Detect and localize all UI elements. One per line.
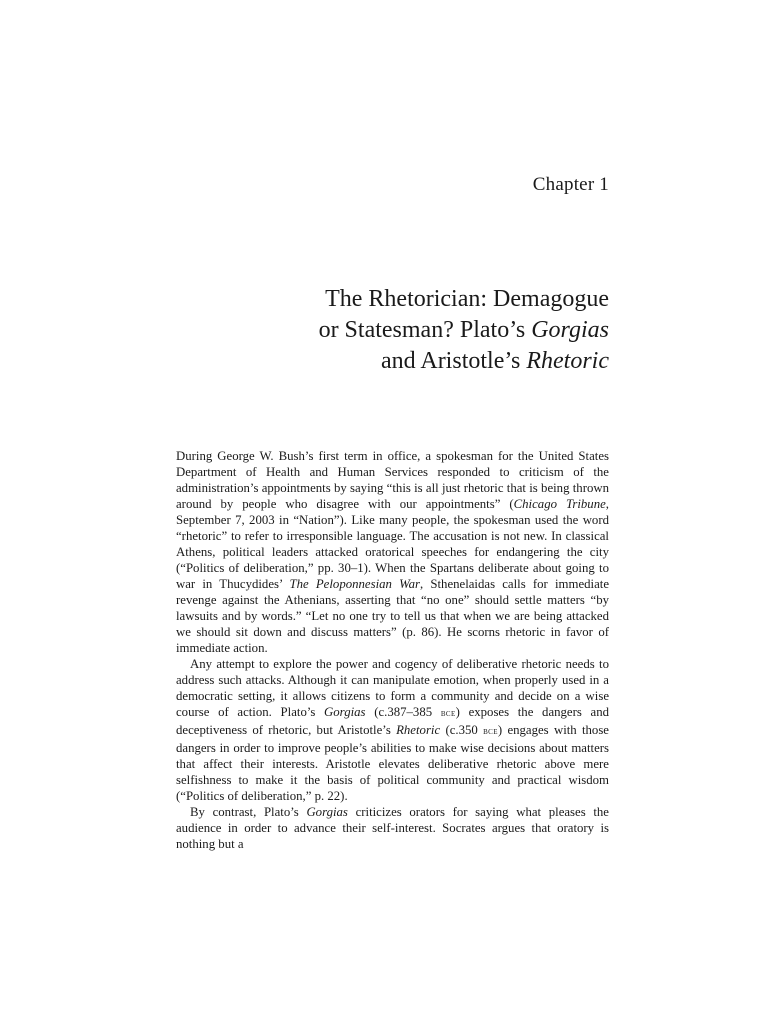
paragraph-text: criticizes orators for saying what pleases the audience in order to advance their self-interest. Socrates argues that oratory is nothing but a <box>176 805 609 851</box>
body-paragraph <box>176 656 609 804</box>
paragraph-text: , September 7, 2003 in “Nation”). Like many people, the spokesman used the word “rhetoric” to refer to irresponsible language. The accusation is not new. In classical Athens, political leaders attacked oratorical speeches for endangering the city (“Politics of deliberation,” pp. 30–1). When the Spartans deliberate about going to war in Thucydides’ <box>176 497 609 591</box>
italic-text: Rhetoric <box>396 723 441 737</box>
chapter-title-line <box>176 315 609 346</box>
paragraph-text: (c.350 <box>440 723 484 737</box>
italic-text: Gorgias <box>306 805 348 819</box>
paragraph-text: ) engages with those dangers in order to improve people’s abilities to make wise decisions about matters that affect their interests. Aristotle elevates deliberative rhetoric above mere selfishness to make it the basis of political community and practical wisdom (“Politics of deliberation,” p. 22). <box>176 723 609 803</box>
chapter-title-text: and Aristotle’s <box>381 348 527 374</box>
chapter-label: Chapter 1 <box>532 174 609 195</box>
paragraph-text: (c.387–385 <box>365 705 441 719</box>
italic-text: Chicago Tribune <box>513 497 606 511</box>
chapter-title-text: The Rhetorician: Demagogue <box>325 286 609 312</box>
paragraph-text: During George W. Bush’s first term in office, a spokesman for the United States Department of Health and Human Services responded to criticism of the administration’s appointments by saying “this is all just rhetoric that is being thrown around by people who disagree with our appointments” ( <box>176 449 609 511</box>
chapter-body <box>176 448 609 852</box>
chapter-title <box>176 284 609 377</box>
italic-text: Gorgias <box>324 705 366 719</box>
book-page <box>176 0 609 1024</box>
body-paragraph <box>176 448 609 656</box>
paragraph-text: , Sthenelaidas calls for immediate revenge against the Athenians, asserting that “no one” should settle matters “by lawsuits and by words.” “Let no one try to tell us that when we are being attacked we should sit down and discuss matters” (p. 86). He scorns rhetoric in favor of immediate action. <box>176 577 609 655</box>
chapter-title-italic: Gorgias <box>531 317 609 343</box>
paragraph-text: Any attempt to explore the power and cogency of deliberative rhetoric needs to address such attacks. Although it can manipulate emotion, when properly used in a democratic setting, it allows citizens to form a community and decide on a wise course of action. Plato’s <box>176 657 609 719</box>
small-caps-text: bce <box>440 708 456 719</box>
italic-text: The Peloponnesian War <box>289 577 420 591</box>
paragraph-text: ) exposes the dangers and deceptiveness of rhetoric, but Aristotle’s <box>176 705 610 737</box>
body-paragraph <box>176 804 609 852</box>
chapter-title-line <box>176 346 609 377</box>
chapter-title-italic: Rhetoric <box>526 348 609 374</box>
small-caps-text: bce <box>483 726 498 737</box>
chapter-title-text: or Statesman? Plato’s <box>318 317 532 343</box>
paragraph-text: By contrast, Plato’s <box>190 805 307 819</box>
chapter-title-line <box>176 284 609 315</box>
